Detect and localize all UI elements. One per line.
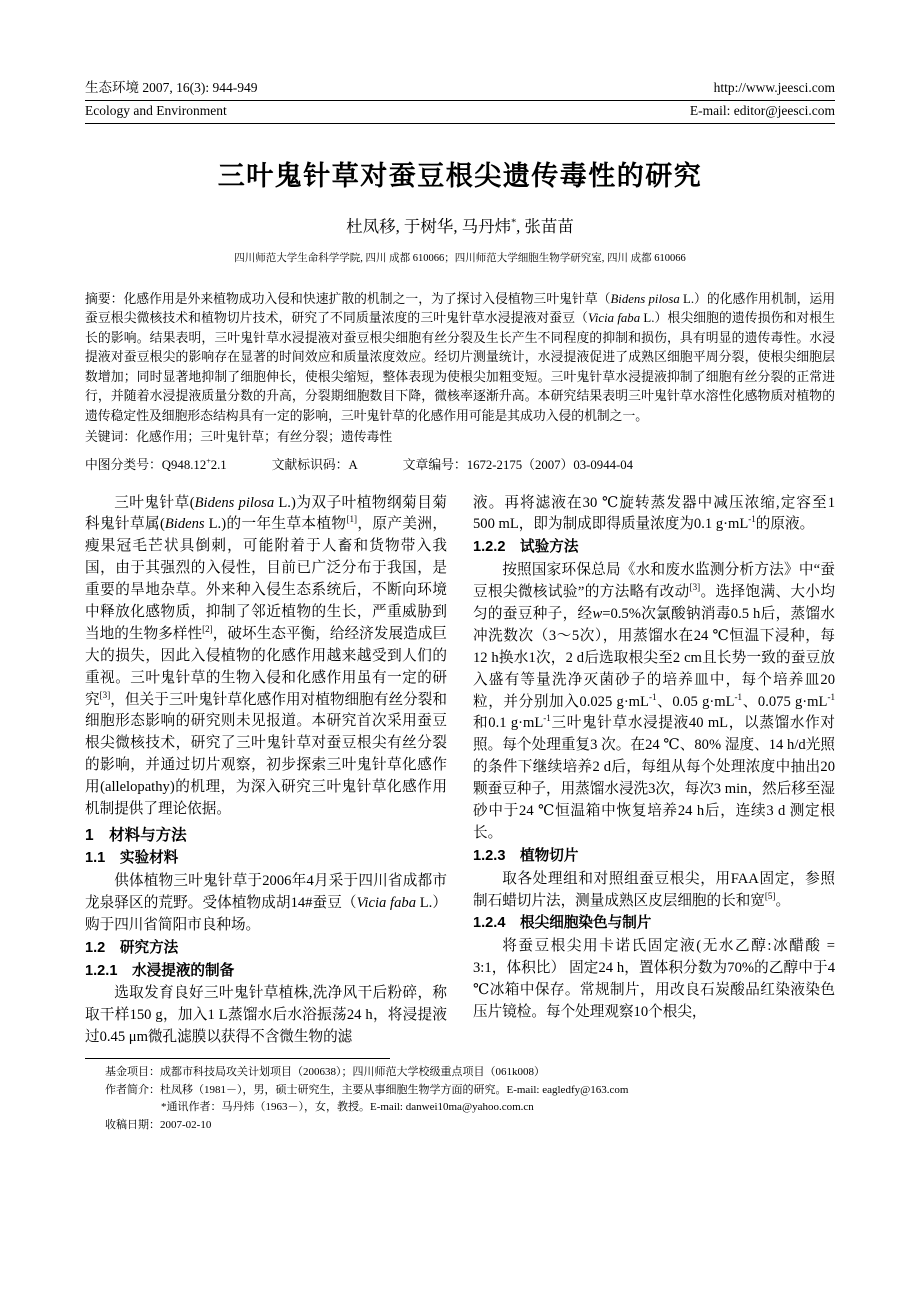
body-paragraph: 液。再将滤液在30 ℃旋转蒸发器中减压浓缩,定容至1 500 mL，即为制成即得质量浓度为0.1 $g\cdot mL^{-1}$的原液。 bbox=[473, 494, 835, 533]
footnote: *通讯作者：马丹炜（1963－），女，教授。E-mail: danwei10ma@yahoo.com.cn bbox=[161, 1101, 534, 1114]
body-paragraph: 按照国家环保总局《水和废水监测分析方法》中“蚕豆根尖微核试验”的方法略有改动[3]。选择饱满、大小均匀的蚕豆种子，经w=0.5%次氯酸钠消毒0.5 h后，蒸馏水冲洗数次（3～5次），用蒸馏水在24 ℃恒温下浸种，每12 h换水1次，2 d后选取根尖至2 cm且长势一致的蚕豆放入盛有等量洗净灭菌砂子的培养皿中，每个培养皿20粒，并分别加入0.025 $g\cdot mL^{-1}$、0.05 $g\cdot mL^{-1}$、0.075 $g\cdot mL^{-1}$和0.1 $g\cdot mL^{-1}$三叶鬼针草水浸提液40 mL，以蒸馏水作对照。每个处理重复3 次。在24 ℃、80% 湿度、14 h/d光照的条件下继续培养2 d后，每组从每个处理浓度中抽出20颗蚕豆种子，用蒸馏水浸洗3次，每次3 min，然后移至湿砂中于24 ℃恒温箱中恢复培养24 h后，连续3 d 测定根长。 bbox=[473, 562, 836, 841]
body-paragraph: 供体植物三叶鬼针草于2006年4月采于四川省成都市龙泉驿区的荒野。受体植物成胡14#蚕豆（Vicia faba L.）购于四川省简阳市良种场。 bbox=[85, 873, 447, 933]
body-paragraph: 三叶鬼针草(Bidens pilosa L.)为双子叶植物纲菊目菊科鬼针草属(Bidens L.)的一年生草本植物[1]，原产美洲，瘦果冠毛芒状具倒刺，可能附着于人畜和货物带入我国，由于其强烈的入侵性，目前已广泛分布于我国，是重要的旱地杂草。外来种入侵生态系统后，不断向环境中释放化感物质，抑制了邻近植物的生长，严重威胁到当地的生物多样性[2]，破坏生态平衡，给经济发展造成巨大的损失，因此入侵植物的化感作用越来越受到人们的重视。三叶鬼针草的生物入侵和化感作用虽有一定的研究[3]，但关于三叶鬼针草化感作用对植物细胞有丝分裂和细胞形态影响的研究则未见报道。本研究首次采用蚕豆根尖微核技术，研究了三叶鬼针草对蚕豆根尖有丝分裂的影响，并通过切片观察，初步探索三叶鬼针草化感作用(allelopathy)的机理，为深入研究三叶鬼针草化感作用机制提供了理论依据。 bbox=[85, 494, 447, 817]
paper-title: 三叶鬼针草对蚕豆根尖遗传毒性的研究 bbox=[217, 161, 703, 191]
footnote: 基金项目：成都市科技局攻关计划项目（200638）；四川师范大学校级重点项目（061k008） bbox=[105, 1066, 545, 1079]
subsubsection-heading: 1.2.4 根尖细胞染色与制片 bbox=[473, 915, 652, 932]
meta-line bbox=[85, 454, 835, 473]
section-heading: 1 材料与方法 bbox=[85, 826, 187, 844]
header-rule-bottom bbox=[85, 123, 835, 124]
subsubsection-heading: 1.2.1 水浸提液的制备 bbox=[85, 962, 235, 979]
journal-url[interactable]: http://www.jeesci.com bbox=[713, 80, 835, 95]
journal-title-cn: 生态环境 2007, 16(3): 944-949 bbox=[85, 80, 258, 95]
subsubsection-heading: 1.2.2 试验方法 bbox=[473, 539, 579, 556]
keywords-line bbox=[85, 428, 835, 447]
affiliation-line: 四川师范大学生命科学学院, 四川 成都 610066；四川师范大学细胞生物学研究室, 四川 成都 610066 bbox=[234, 253, 686, 264]
subsubsection-heading: 1.2.3 植物切片 bbox=[473, 847, 579, 864]
body-columns bbox=[85, 493, 835, 1050]
subsection-heading: 1.1 实验材料 bbox=[85, 850, 179, 867]
column-right bbox=[473, 493, 835, 1050]
keywords-label: 关键词： bbox=[85, 430, 137, 445]
body-paragraph: 取各处理组和对照组蚕豆根尖，用FAA固定，参照制石蜡切片法，测量成熟区皮层细胞的长和宽[5]。 bbox=[473, 870, 835, 909]
journal-title-en: Ecology and Environment bbox=[85, 103, 227, 118]
footnote-divider bbox=[85, 1058, 390, 1059]
article-id: 文章编号：1672-2175（2007）03-0944-04 bbox=[402, 457, 634, 472]
document-code: 文献标识码：A bbox=[271, 457, 358, 472]
column-left bbox=[85, 493, 447, 1050]
abstract-block bbox=[85, 290, 835, 426]
authors-line: 杜凤移, 于树华, 马丹炜*, 张苗苗 bbox=[346, 217, 574, 236]
abstract-label: 摘要： bbox=[85, 292, 124, 306]
subsection-heading: 1.2 研究方法 bbox=[85, 939, 179, 956]
body-paragraph: 选取发育良好三叶鬼针草植株,洗净风干后粉碎，称取干样150 g，加入1 L蒸馏水后水浴振荡24 h，将浸提液过0.45 μm微孔滤膜以获得不含微生物的滤 bbox=[85, 985, 447, 1046]
journal-header-row-1 bbox=[85, 74, 835, 100]
journal-header bbox=[85, 74, 835, 124]
keywords-text: 化感作用；三叶鬼针草；有丝分裂；遗传毒性 bbox=[136, 430, 393, 445]
abstract-text: 化感作用是外来植物成功入侵和快速扩散的机制之一，为了探讨入侵植物三叶鬼针草（Bidens pilosa L.）的化感作用机制，运用蚕豆根尖微核技术和植物切片技术，研究了不同质量浓度的三叶鬼针草水浸提液对蚕豆（Vicia faba L.）根尖细胞的遗传损伤和对根生长的影响。结果表明，三叶鬼针草水浸提液对蚕豆根尖细胞有丝分裂及生长产生不同程度的抑制和损伤，具有明显的遗传毒性。水浸提液对蚕豆根尖的影响存在显著的时间效应和质量浓度效应。经切片测量统计，水浸提液促进了成熟区细胞平周分裂，使根尖细胞层数增加；同时显著地抑制了细胞伸长，使根尖缩短，整体表现为使根尖加粗变短。三叶鬼针草水浸提液抑制了细胞有丝分裂的正常进行，并随着水浸提液质量分数的升高，分裂期细胞数目下降，微核率逐渐升高。本研究结果表明三叶鬼针草水溶性化感物质对植物的遗传稳定性及细胞形态结构具有一定的影响，三叶鬼针草的化感作用可能是其成功入侵的机制之一。 bbox=[85, 292, 836, 423]
footnote: 收稿日期：2007-02-10 bbox=[105, 1118, 212, 1131]
footnotes-block bbox=[105, 1064, 835, 1134]
journal-header-row-2 bbox=[85, 101, 835, 123]
journal-email[interactable]: E-mail: editor@jeesci.com bbox=[689, 103, 835, 118]
body-paragraph: 将蚕豆根尖用卡诺氏固定液(无水乙醇:冰醋酸 = 3:1，体积比） 固定24 h，置体积分数为70%的乙醇中于4 ℃冰箱中保存。常规制片，用改良石炭酸品红染液染色压片镜检。每个处理观察10个根尖， bbox=[473, 938, 835, 1020]
clc-number: 中图分类号：Q948.12+2.1 bbox=[85, 456, 227, 472]
footnote: 作者简介：杜凤移（1981－），男，硕士研究生，主要从事细胞生物学方面的研究。E-mail: eagledfy@163.com bbox=[105, 1083, 629, 1096]
